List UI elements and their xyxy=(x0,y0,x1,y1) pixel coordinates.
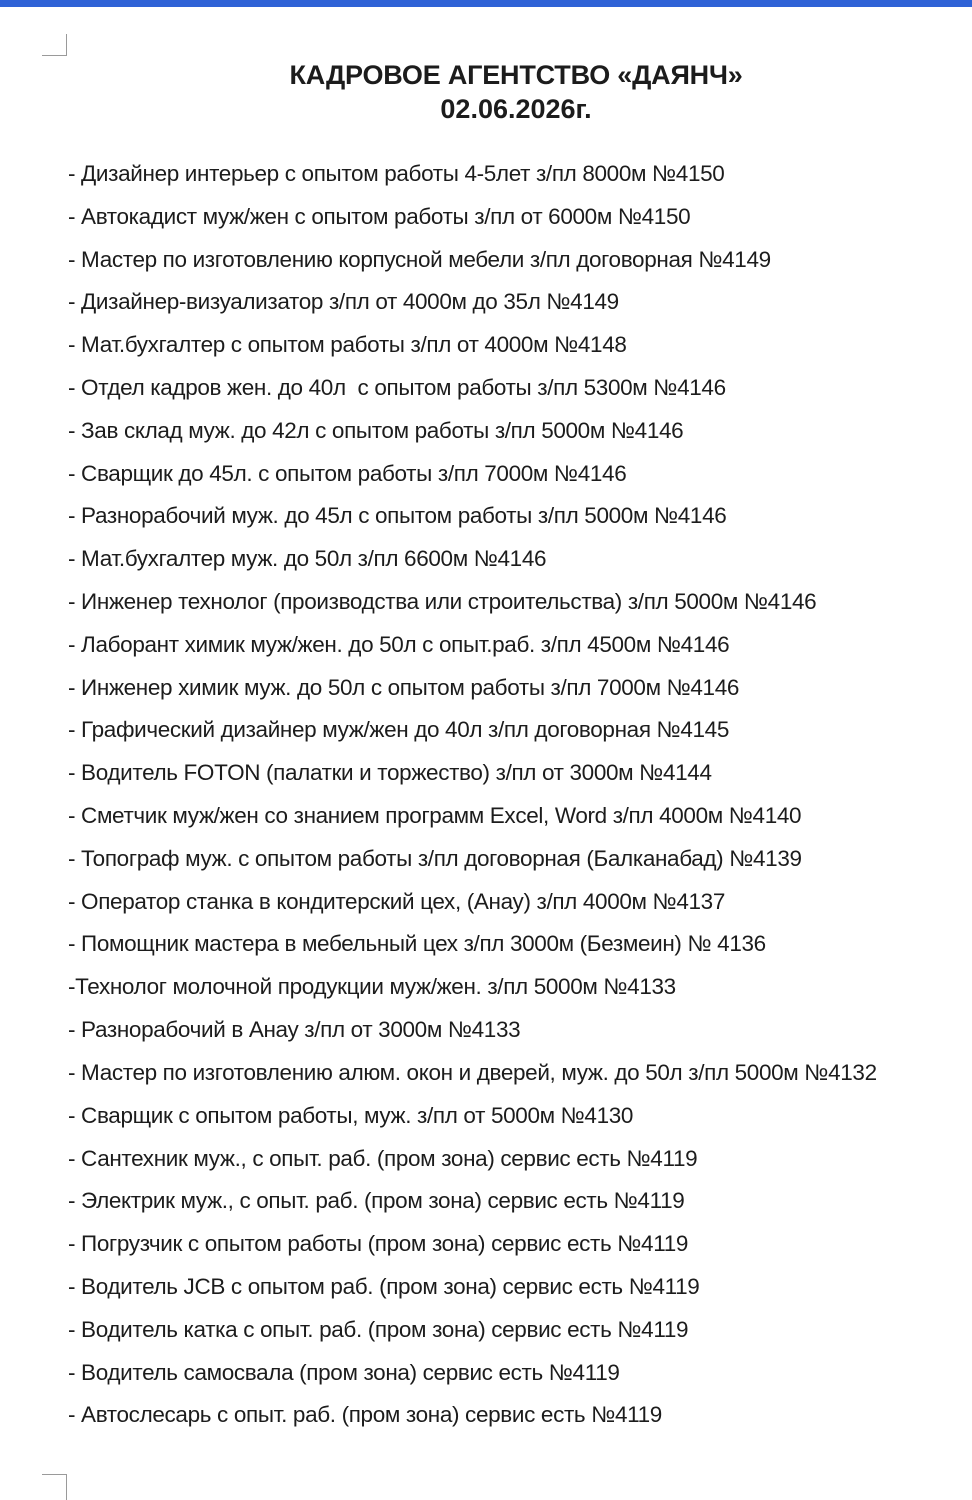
vacancy-item: - Водитель самосвала (пром зона) сервис есть №4119 xyxy=(68,1359,620,1385)
vacancy-item: - Инженер химик муж. до 50л с опытом работы з/пл 7000м №4146 xyxy=(68,674,740,700)
vacancy-item: - Оператор станка в кондитерский цех, (Анау) з/пл 4000м №4137 xyxy=(68,888,725,914)
vacancy-item: - Автокадист муж/жен с опытом работы з/пл от 6000м №4150 xyxy=(68,203,691,229)
vacancy-item: - Лаборант химик муж/жен. до 50л с опыт.раб. з/пл 4500м №4146 xyxy=(68,631,730,657)
top-accent-bar xyxy=(0,0,972,7)
vacancy-item: - Мат.бухгалтер с опытом работы з/пл от 4000м №4148 xyxy=(68,332,627,358)
vacancy-item: - Автослесарь с опыт. раб. (пром зона) сервис есть №4119 xyxy=(68,1402,662,1428)
vacancy-item: - Сметчик муж/жен со знанием программ Excel, Word з/пл 4000м №4140 xyxy=(68,802,802,828)
vacancy-item: - Мастер по изготовлению алюм. окон и дверей, муж. до 50л з/пл 5000м №4132 xyxy=(68,1059,877,1085)
vacancy-item: - Водитель JCB с опытом раб. (пром зона) сервис есть №4119 xyxy=(68,1273,700,1299)
vacancy-item: - Разнорабочий муж. до 45л с опытом работы з/пл 5000м №4146 xyxy=(68,503,727,529)
vacancy-item: - Инженер технолог (производства или строительства) з/пл 5000м №4146 xyxy=(68,588,817,614)
vacancy-item: - Топограф муж. с опытом работы з/пл договорная (Балканабад) №4139 xyxy=(68,845,802,871)
vacancy-item: - Водитель катка с опыт. раб. (пром зона) сервис есть №4119 xyxy=(68,1316,689,1342)
document-title: КАДРОВОЕ АГЕНТСТВО «ДАЯНЧ» xyxy=(289,60,743,90)
page-corner-mark-top xyxy=(42,34,67,56)
document-date: 02.06.2026г. xyxy=(440,94,592,124)
vacancy-item: - Отдел кадров жен. до 40л с опытом работы з/пл 5300м №4146 xyxy=(68,374,726,400)
vacancy-item: - Сантехник муж., с опыт. раб. (пром зона) сервис есть №4119 xyxy=(68,1145,698,1171)
vacancy-item: - Зав склад муж. до 42л с опытом работы з/пл 5000м №4146 xyxy=(68,417,684,443)
vacancy-item: - Электрик муж., с опыт. раб. (пром зона) сервис есть №4119 xyxy=(68,1188,685,1214)
vacancy-list xyxy=(68,160,948,1444)
vacancy-item: - Сварщик до 45л. с опытом работы з/пл 7000м №4146 xyxy=(68,460,627,486)
vacancy-item: - Погрузчик с опытом работы (пром зона) сервис есть №4119 xyxy=(68,1231,689,1257)
vacancy-item: - Разнорабочий в Анау з/пл от 3000м №4133 xyxy=(68,1016,521,1042)
vacancy-item: - Помощник мастера в мебельный цех з/пл 3000м (Безмеин) № 4136 xyxy=(68,931,766,957)
vacancy-item: - Мастер по изготовлению корпусной мебели з/пл договорная №4149 xyxy=(68,246,771,272)
page-corner-mark-bottom xyxy=(42,1474,67,1500)
vacancy-item: - Дизайнер-визуализатор з/пл от 4000м до 35л №4149 xyxy=(68,289,619,315)
vacancy-item: - Дизайнер интерьер с опытом работы 4-5лет з/пл 8000м №4150 xyxy=(68,161,725,186)
vacancy-item: -Технолог молочной продукции муж/жен. з/пл 5000м №4133 xyxy=(68,974,676,1000)
vacancy-item: - Сварщик с опытом работы, муж. з/пл от 5000м №4130 xyxy=(68,1102,634,1128)
vacancy-item: - Водитель FOTON (палатки и торжество) з/пл от 3000м №4144 xyxy=(68,760,712,786)
vacancy-item: - Мат.бухгалтер муж. до 50л з/пл 6600м №4146 xyxy=(68,546,547,572)
vacancy-item: - Графический дизайнер муж/жен до 40л з/пл договорная №4145 xyxy=(68,717,729,743)
document-header xyxy=(0,58,972,126)
